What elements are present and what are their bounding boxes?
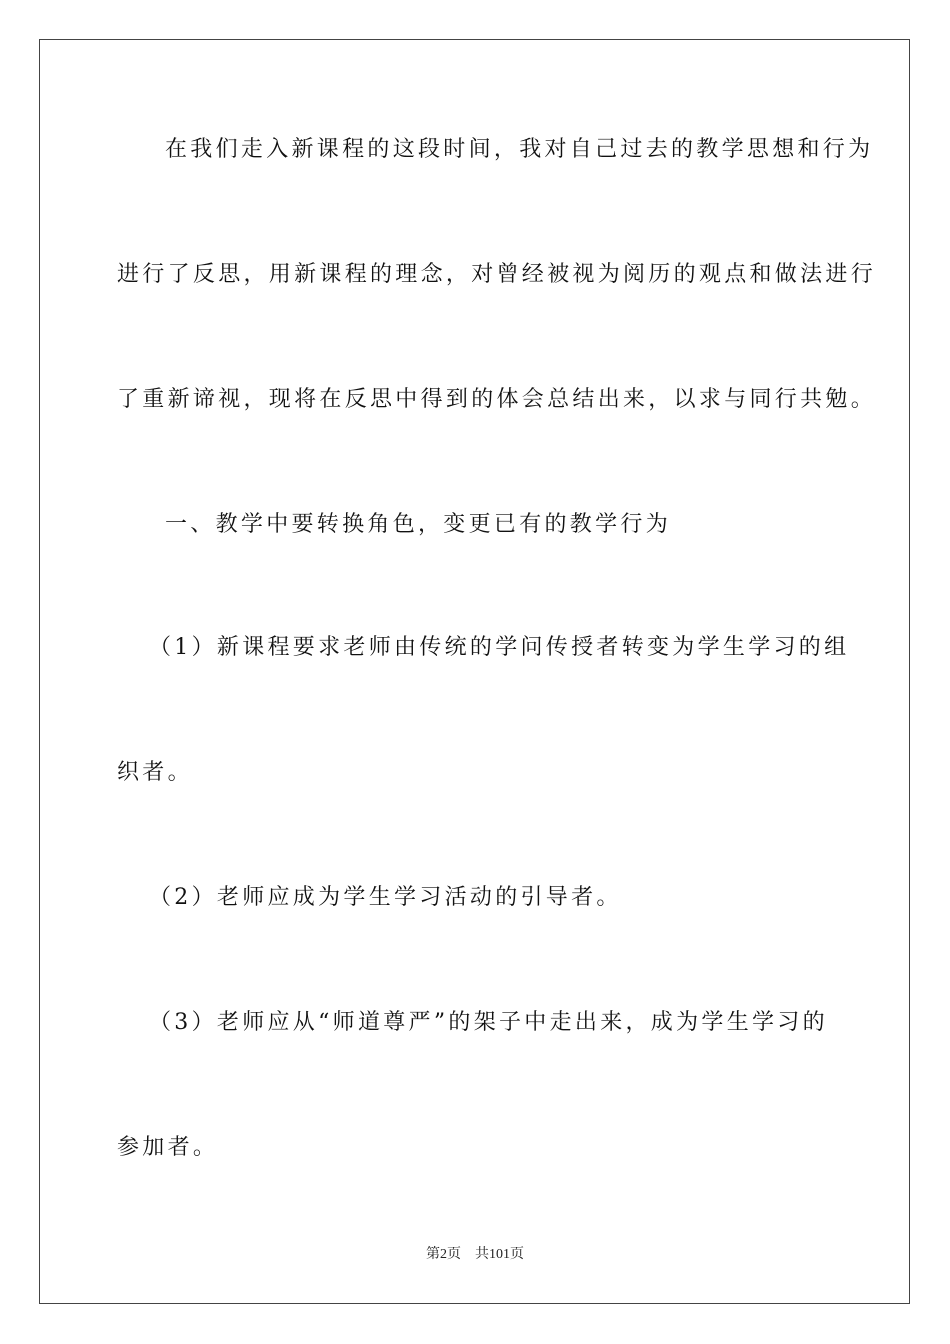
- list-item-2: （2）老师应成为学生学习活动的引导者。: [149, 885, 622, 910]
- section-heading: 一、教学中要转换角色，变更已有的教学行为: [165, 512, 672, 537]
- body-text-line-2: 进行了反思，用新课程的理念，对曾经被视为阅历的观点和做法进行: [117, 262, 877, 287]
- body-text-line-3: 了重新谛视，现将在反思中得到的体会总结出来，以求与同行共勉。: [117, 387, 877, 412]
- body-text-line-1: 在我们走入新课程的这段时间，我对自己过去的教学思想和行为: [165, 137, 874, 162]
- list-item-1-line-2: 织者。: [117, 760, 193, 785]
- page-footer: [0, 1247, 950, 1263]
- list-item-3-line-2: 参加者。: [117, 1135, 219, 1160]
- page-total: 共101页: [475, 1247, 524, 1262]
- list-item-3-line-1: （3）老师应从“师道尊严”的架子中走出来，成为学生学习的: [149, 1010, 828, 1035]
- page-number: 第2页: [426, 1247, 461, 1262]
- list-item-1-line-1: （1）新课程要求老师由传统的学问传授者转变为学生学习的组: [149, 635, 850, 660]
- page-frame: [39, 39, 910, 1304]
